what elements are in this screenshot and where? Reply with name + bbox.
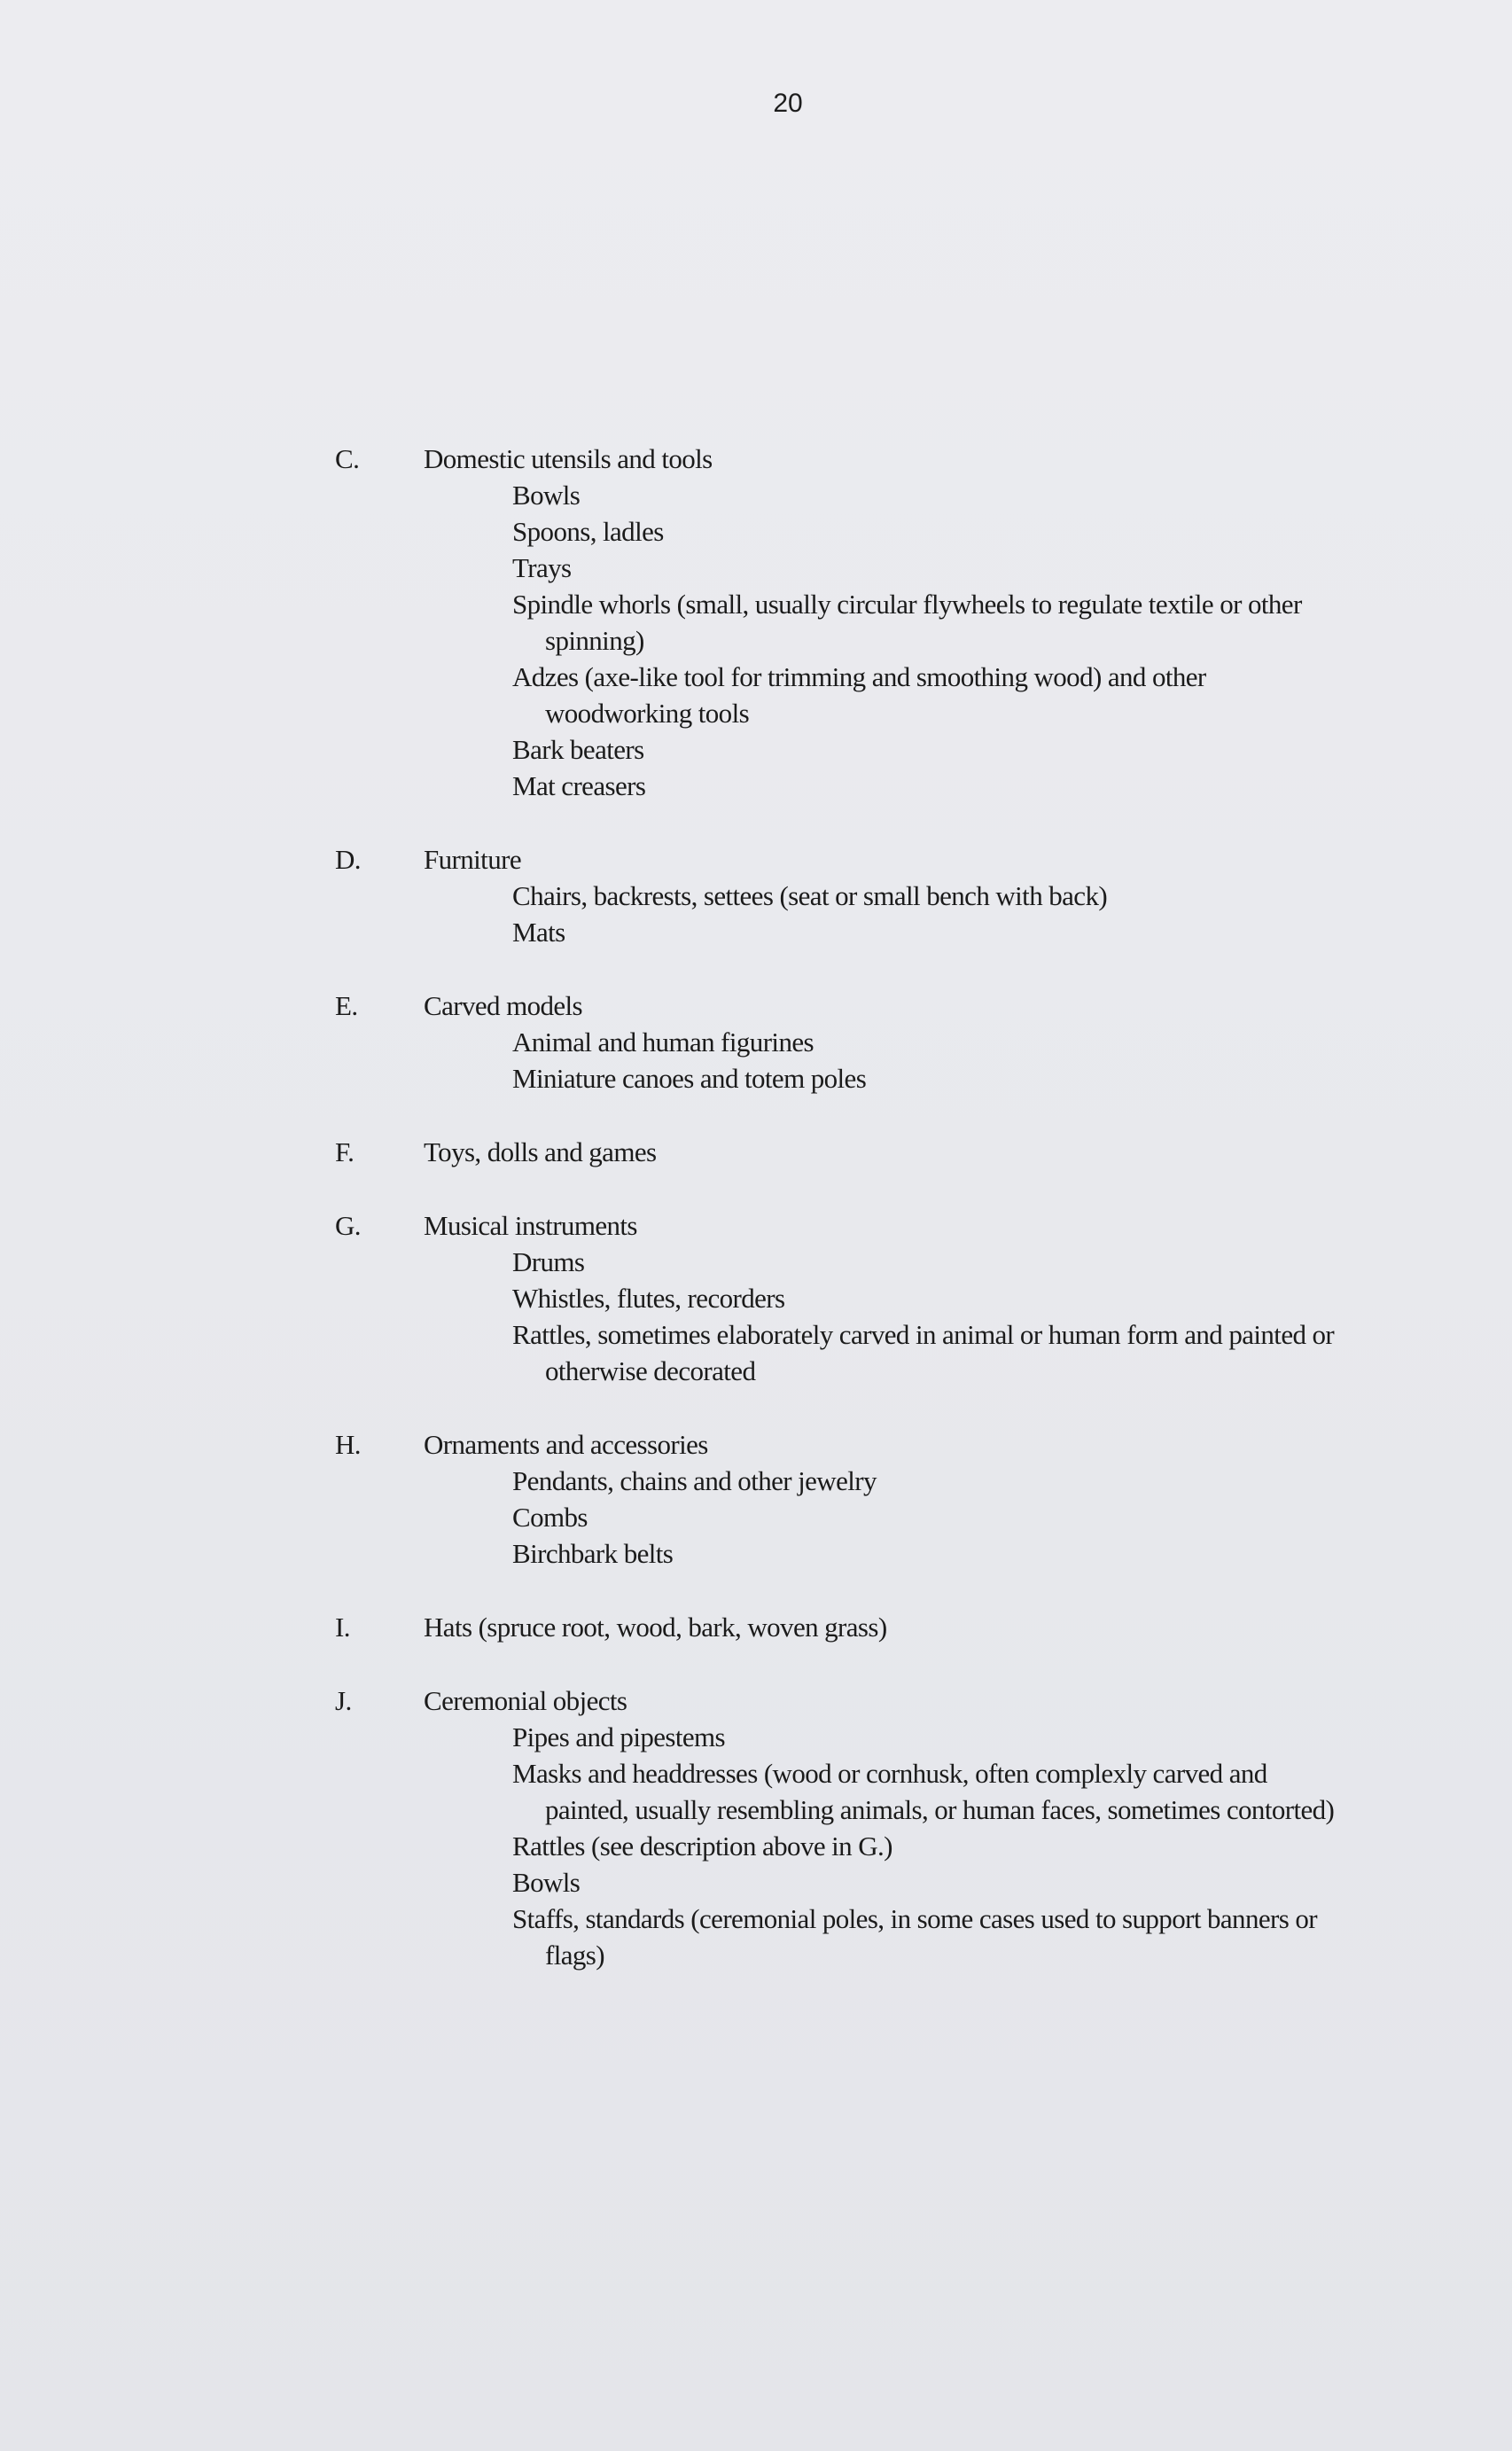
list-item: Animal and human figurines [512, 1026, 814, 1058]
outline-section [335, 441, 1302, 804]
section-items [335, 1719, 1335, 1973]
section-title: Ceremonial objects [424, 1685, 627, 1716]
list-item: Bark beaters [512, 734, 644, 765]
section-heading [335, 1609, 1274, 1645]
section-letter: C. [335, 443, 360, 474]
section-heading [335, 441, 1274, 477]
outline-section [335, 987, 1274, 1097]
list-item: Birchbark belts [512, 1538, 674, 1569]
section-title: Musical instruments [424, 1210, 637, 1241]
list-item: Chairs, backrests, settees (seat or small bench with back) [512, 880, 1108, 911]
section-letter: E. [335, 990, 358, 1021]
section-heading [335, 1682, 1274, 1719]
section-heading [335, 1207, 1274, 1244]
list-item: Bowls [512, 1867, 581, 1898]
outline-section [335, 841, 1274, 950]
list-item: Mat creasers [512, 770, 646, 801]
section-title: Hats (spruce root, wood, bark, woven grass) [424, 1612, 887, 1643]
section-title: Domestic utensils and tools [424, 443, 713, 474]
section-letter: F. [335, 1136, 355, 1167]
list-item: Miniature canoes and totem poles [512, 1063, 867, 1094]
list-item: Spoons, ladles [512, 516, 664, 547]
section-title: Toys, dolls and games [424, 1136, 657, 1167]
section-items [335, 1024, 1274, 1097]
list-item: Adzes (axe-like tool for trimming and smoothing wood) and other woodworking tools [512, 661, 1206, 729]
outline-section [335, 1134, 1274, 1170]
list-item: Rattles, sometimes elaborately carved in animal or human form and painted or otherwise decorated [512, 1319, 1335, 1386]
section-letter: D. [335, 844, 361, 875]
list-item: Spindle whorls (small, usually circular flywheels to regulate textile or other spinning) [512, 589, 1302, 656]
list-item: Staffs, standards (ceremonial poles, in some cases used to support banners or flags) [512, 1903, 1317, 1971]
outline-list [335, 441, 1335, 2010]
outline-section [335, 1609, 1274, 1645]
section-letter: J. [335, 1685, 352, 1716]
section-items [335, 477, 1302, 804]
section-items [335, 1463, 1274, 1572]
list-item: Combs [512, 1502, 588, 1533]
list-item: Masks and headdresses (wood or cornhusk, often complexly carved and painted, usually resembling animals, or human faces, sometimes contorted) [512, 1758, 1335, 1825]
section-title: Ornaments and accessories [424, 1429, 708, 1460]
section-title: Furniture [424, 844, 521, 875]
section-letter: G. [335, 1210, 361, 1241]
outline-section [335, 1426, 1274, 1572]
section-heading [335, 841, 1274, 878]
section-letter: I. [335, 1612, 350, 1643]
list-item: Bowls [512, 480, 581, 511]
section-heading [335, 987, 1274, 1024]
list-item: Trays [512, 552, 572, 583]
list-item: Drums [512, 1246, 585, 1277]
outline-section [335, 1207, 1335, 1389]
list-item: Whistles, flutes, recorders [512, 1283, 785, 1314]
section-items [335, 878, 1274, 950]
page-number: 20 [773, 89, 803, 118]
section-title: Carved models [424, 990, 583, 1021]
list-item: Rattles (see description above in G.) [512, 1830, 892, 1862]
outline-section [335, 1682, 1335, 1973]
section-letter: H. [335, 1429, 361, 1460]
section-heading [335, 1426, 1274, 1463]
section-items [335, 1244, 1335, 1389]
list-item: Mats [512, 917, 565, 948]
section-heading [335, 1134, 1274, 1170]
list-item: Pendants, chains and other jewelry [512, 1465, 877, 1496]
list-item: Pipes and pipestems [512, 1721, 726, 1752]
